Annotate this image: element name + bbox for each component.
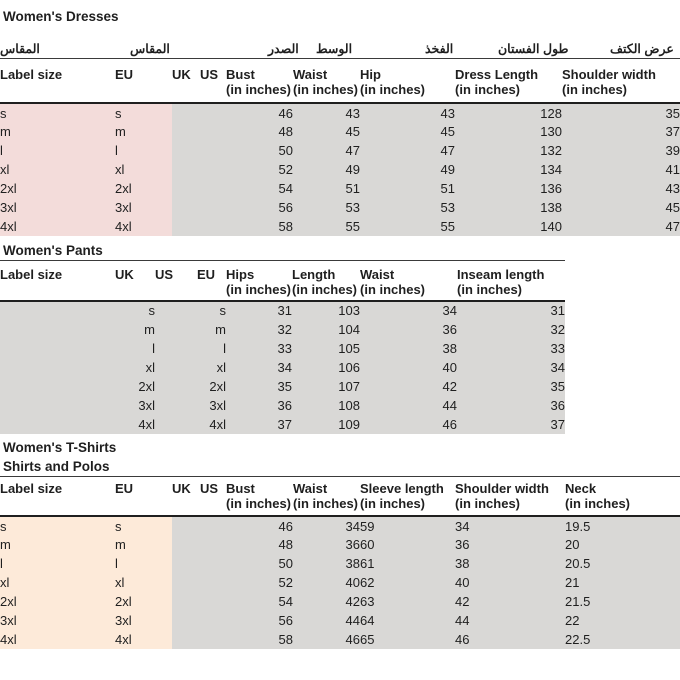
table-cell [0, 339, 115, 358]
table-cell: 50 [226, 554, 293, 573]
column-header [115, 282, 155, 301]
column-header [0, 496, 115, 516]
table-cell: l [115, 141, 172, 160]
table-cell [0, 301, 115, 320]
table-cell [155, 358, 197, 377]
table-cell: xl [115, 160, 172, 179]
table-cell: 55 [360, 217, 455, 236]
table-row [0, 217, 680, 236]
table-row [0, 611, 680, 630]
table-cell [172, 217, 200, 236]
table-cell: 46 [226, 516, 293, 535]
column-header: EU [197, 266, 216, 282]
table-cell: 136 [455, 179, 562, 198]
arabic-column-header: المقاس [130, 42, 170, 56]
table-cell: 32 [226, 320, 292, 339]
table-cell: 21.5 [565, 592, 680, 611]
table-row [0, 573, 680, 592]
table-cell: xl [0, 160, 115, 179]
table-cell: 36 [457, 396, 565, 415]
column-header: (in inches) [455, 82, 562, 103]
table-cell: 52 [226, 573, 293, 592]
header-row [0, 59, 680, 82]
table-cell [172, 573, 200, 592]
table-cell: 103 [292, 301, 360, 320]
table-cell: 3xl [197, 396, 226, 415]
table-row [0, 301, 565, 320]
column-header: (in inches) [455, 496, 565, 516]
table-cell: 37 [226, 415, 292, 434]
table-cell: 3xl [0, 611, 115, 630]
column-header: (in inches) [226, 282, 292, 301]
table-cell [200, 141, 226, 160]
column-header: Inseam length [457, 266, 545, 282]
table-cell: m [115, 122, 172, 141]
table-cell [172, 160, 200, 179]
table-cell: 107 [292, 377, 360, 396]
table-cell: 138 [455, 198, 562, 217]
table-cell: 47 [293, 141, 360, 160]
table-cell: 48 [226, 122, 293, 141]
table-cell: 105 [292, 339, 360, 358]
arabic-column-header: المقاس [0, 42, 40, 56]
table-cell: 42 [360, 377, 457, 396]
column-header: Hip [360, 67, 381, 82]
section-subtitle-shirts-polos: Shirts and Polos [3, 458, 110, 474]
table-cell: 36 [360, 320, 457, 339]
table-cell: s [0, 103, 115, 122]
table-cell: xl [115, 358, 155, 377]
column-header [172, 82, 200, 103]
table-cell [0, 415, 115, 434]
table-cell: 37 [562, 122, 680, 141]
column-header: (in inches) [562, 82, 680, 103]
table-cell: m [0, 535, 115, 554]
table-cell: 58 [226, 217, 293, 236]
table-cell: 32 [457, 320, 565, 339]
column-header: (in inches) [292, 282, 360, 301]
column-header: Label size [0, 481, 63, 496]
table-cell [172, 103, 200, 122]
column-header: (in inches) [226, 496, 293, 516]
column-header: (in inches) [360, 496, 455, 516]
table-cell: 35 [457, 377, 565, 396]
table-cell: 36 [455, 535, 565, 554]
table-cell: 2xl [0, 592, 115, 611]
table-cell: 20 [565, 535, 680, 554]
dresses-size-table [0, 59, 680, 236]
table-cell: 2xl [115, 377, 155, 396]
column-header [172, 496, 200, 516]
table-cell: 34 [457, 358, 565, 377]
arabic-header-row [0, 38, 680, 59]
column-header [0, 82, 115, 103]
table-row [0, 160, 680, 179]
table-cell: 2xl [0, 179, 115, 198]
table-cell [172, 141, 200, 160]
table-cell: 4xl [0, 630, 115, 649]
table-cell: 36 [226, 396, 292, 415]
table-cell: 38 [293, 554, 360, 573]
table-cell: 106 [292, 358, 360, 377]
table-cell: l [115, 339, 155, 358]
table-cell: 104 [292, 320, 360, 339]
table-cell: 4xl [0, 217, 115, 236]
table-cell: s [115, 516, 172, 535]
table-row [0, 198, 680, 217]
table-cell: 61 [360, 554, 455, 573]
table-cell: 42 [293, 592, 360, 611]
table-cell: s [115, 103, 172, 122]
table-cell: 46 [293, 630, 360, 649]
column-header: Length [292, 266, 336, 282]
table-cell [155, 377, 197, 396]
column-header: (in inches) [565, 496, 680, 516]
tshirts-size-table [0, 476, 680, 650]
section-title-dresses: Women's Dresses [3, 9, 119, 24]
column-header: EU [115, 67, 134, 82]
table-cell: 34 [455, 516, 565, 535]
table-cell: 40 [360, 358, 457, 377]
table-cell: 3xl [115, 198, 172, 217]
table-cell [200, 160, 226, 179]
table-cell: m [197, 320, 226, 339]
table-row [0, 554, 680, 573]
table-cell [200, 516, 226, 535]
table-cell: 62 [360, 573, 455, 592]
table-cell: 46 [226, 103, 293, 122]
table-cell: 64 [360, 611, 455, 630]
table-cell: 46 [360, 415, 457, 434]
table-cell: 2xl [197, 377, 226, 396]
table-cell: 47 [360, 141, 455, 160]
column-header: Dress Length [455, 67, 539, 82]
table-cell [155, 301, 197, 320]
column-header: Waist [293, 67, 328, 82]
column-header: (in inches) [360, 82, 455, 103]
table-cell: 55 [293, 217, 360, 236]
table-cell: 48 [226, 535, 293, 554]
table-cell [0, 358, 115, 377]
column-header: Bust [226, 67, 255, 82]
table-cell: 31 [457, 301, 565, 320]
table-cell: 49 [293, 160, 360, 179]
column-header: Shoulder width [455, 481, 549, 496]
table-cell [172, 535, 200, 554]
table-cell [155, 320, 197, 339]
table-cell: m [115, 320, 155, 339]
table-row [0, 396, 565, 415]
table-cell: 58 [226, 630, 293, 649]
table-cell [172, 198, 200, 217]
table-cell: 22.5 [565, 630, 680, 649]
column-header [197, 282, 226, 301]
table-cell [200, 573, 226, 592]
table-row [0, 320, 565, 339]
table-cell [0, 320, 115, 339]
section-title-pants: Women's Pants [3, 243, 103, 258]
table-cell: 44 [360, 396, 457, 415]
column-header: Hips [226, 266, 255, 282]
column-header [155, 282, 197, 301]
column-header: US [200, 67, 219, 82]
table-cell: 109 [292, 415, 360, 434]
subheader-row [0, 282, 565, 301]
table-cell: 56 [226, 198, 293, 217]
column-header: UK [115, 266, 134, 282]
arabic-column-header: طول الفستان [498, 42, 569, 56]
table-row [0, 535, 680, 554]
column-header [200, 82, 226, 103]
table-cell [200, 592, 226, 611]
table-cell: 45 [360, 122, 455, 141]
table-cell: l [115, 554, 172, 573]
table-cell: 33 [457, 339, 565, 358]
table-row [0, 630, 680, 649]
table-cell: m [115, 535, 172, 554]
table-cell: 43 [293, 103, 360, 122]
table-row [0, 141, 680, 160]
table-cell: 54 [226, 179, 293, 198]
arabic-column-header: الصدر [268, 42, 299, 56]
table-cell [200, 611, 226, 630]
table-cell: 3xl [0, 198, 115, 217]
table-cell: 33 [226, 339, 292, 358]
table-cell: 52 [226, 160, 293, 179]
table-cell: l [0, 141, 115, 160]
column-header: US [200, 481, 219, 496]
table-cell: 50 [226, 141, 293, 160]
table-cell: xl [197, 358, 226, 377]
table-cell: 132 [455, 141, 562, 160]
table-cell [200, 535, 226, 554]
table-cell: 60 [360, 535, 455, 554]
table-cell [172, 554, 200, 573]
column-header [115, 82, 172, 103]
column-header: Label size [0, 266, 63, 282]
column-header: Waist [360, 266, 395, 282]
table-cell: 2xl [115, 179, 172, 198]
pants-size-table [0, 260, 565, 434]
arabic-column-header: عرض الكتف [610, 42, 674, 56]
table-cell [155, 415, 197, 434]
table-cell: 37 [457, 415, 565, 434]
table-cell: 134 [455, 160, 562, 179]
table-cell: 43 [562, 179, 680, 198]
table-cell [172, 122, 200, 141]
column-header: EU [115, 481, 134, 496]
table-cell: 128 [455, 103, 562, 122]
section-title-tshirts: Women's T-Shirts [3, 439, 117, 455]
table-row [0, 122, 680, 141]
table-cell: s [197, 301, 226, 320]
table-row [0, 415, 565, 434]
table-cell: l [0, 554, 115, 573]
table-cell [200, 630, 226, 649]
column-header: UK [172, 481, 191, 496]
column-header: (in inches) [293, 82, 360, 103]
table-cell: 56 [226, 611, 293, 630]
table-cell: l [197, 339, 226, 358]
table-cell: 130 [455, 122, 562, 141]
table-row [0, 592, 680, 611]
table-cell: 34 [226, 358, 292, 377]
table-cell: 39 [562, 141, 680, 160]
table-cell: 54 [226, 592, 293, 611]
column-header: Sleeve length [360, 481, 444, 496]
table-cell: 4xl [115, 415, 155, 434]
table-cell [155, 339, 197, 358]
table-cell: s [115, 301, 155, 320]
table-cell: 31 [226, 301, 292, 320]
table-cell: 4xl [115, 630, 172, 649]
column-header: UK [172, 67, 191, 82]
table-cell [172, 611, 200, 630]
header-row [0, 476, 680, 496]
table-cell: 44 [293, 611, 360, 630]
table-row [0, 377, 565, 396]
table-cell: 40 [455, 573, 565, 592]
table-cell: 46 [455, 630, 565, 649]
table-cell [172, 592, 200, 611]
table-cell: 38 [360, 339, 457, 358]
column-header: (in inches) [293, 496, 360, 516]
table-cell: 3xl [115, 396, 155, 415]
table-cell [155, 396, 197, 415]
table-cell [172, 179, 200, 198]
table-cell: 19.5 [565, 516, 680, 535]
header-row [0, 261, 565, 282]
table-cell: 41 [562, 160, 680, 179]
table-cell: xl [115, 573, 172, 592]
column-header: Shoulder width [562, 67, 656, 82]
subheader-row [0, 82, 680, 103]
table-cell: s [0, 516, 115, 535]
table-row [0, 103, 680, 122]
table-cell: 43 [360, 103, 455, 122]
table-cell: 40 [293, 573, 360, 592]
table-cell: 51 [293, 179, 360, 198]
table-cell: 21 [565, 573, 680, 592]
table-cell: 53 [293, 198, 360, 217]
table-cell [172, 630, 200, 649]
column-header [0, 282, 115, 301]
table-cell [200, 122, 226, 141]
table-cell [200, 198, 226, 217]
table-cell: 44 [455, 611, 565, 630]
table-cell: 49 [360, 160, 455, 179]
column-header: (in inches) [457, 282, 565, 301]
table-cell: 22 [565, 611, 680, 630]
table-row [0, 339, 565, 358]
table-cell: 4xl [197, 415, 226, 434]
column-header: Neck [565, 481, 597, 496]
table-cell: 59 [360, 516, 455, 535]
table-cell: 65 [360, 630, 455, 649]
column-header [200, 496, 226, 516]
table-cell: 45 [293, 122, 360, 141]
table-cell [172, 516, 200, 535]
column-header: (in inches) [226, 82, 293, 103]
column-header: US [155, 266, 174, 282]
table-cell: 20.5 [565, 554, 680, 573]
table-cell: m [0, 122, 115, 141]
table-cell: 34 [360, 301, 457, 320]
table-cell [200, 554, 226, 573]
table-cell [0, 396, 115, 415]
column-header: Waist [293, 481, 328, 496]
table-cell [0, 377, 115, 396]
table-cell [200, 103, 226, 122]
table-cell: 140 [455, 217, 562, 236]
table-cell: 47 [562, 217, 680, 236]
subheader-row [0, 496, 680, 516]
table-cell: 2xl [115, 592, 172, 611]
table-cell: 3xl [115, 611, 172, 630]
table-cell: 42 [455, 592, 565, 611]
table-cell: xl [0, 573, 115, 592]
table-cell [200, 217, 226, 236]
table-cell: 51 [360, 179, 455, 198]
table-cell: 45 [562, 198, 680, 217]
table-row [0, 358, 565, 377]
table-row [0, 516, 680, 535]
column-header: Bust [226, 481, 255, 496]
column-header: (in inches) [360, 282, 457, 301]
column-header [115, 496, 172, 516]
table-cell: 63 [360, 592, 455, 611]
table-cell: 35 [226, 377, 292, 396]
column-header: Label size [0, 67, 63, 82]
arabic-column-header: الوسط [316, 42, 353, 56]
table-row [0, 179, 680, 198]
arabic-column-header: الفخذ [425, 42, 454, 56]
table-cell: 36 [293, 535, 360, 554]
table-cell: 53 [360, 198, 455, 217]
table-cell: 4xl [115, 217, 172, 236]
table-cell: 34 [293, 516, 360, 535]
table-cell [200, 179, 226, 198]
table-cell: 38 [455, 554, 565, 573]
table-cell: 35 [562, 103, 680, 122]
table-cell: 108 [292, 396, 360, 415]
